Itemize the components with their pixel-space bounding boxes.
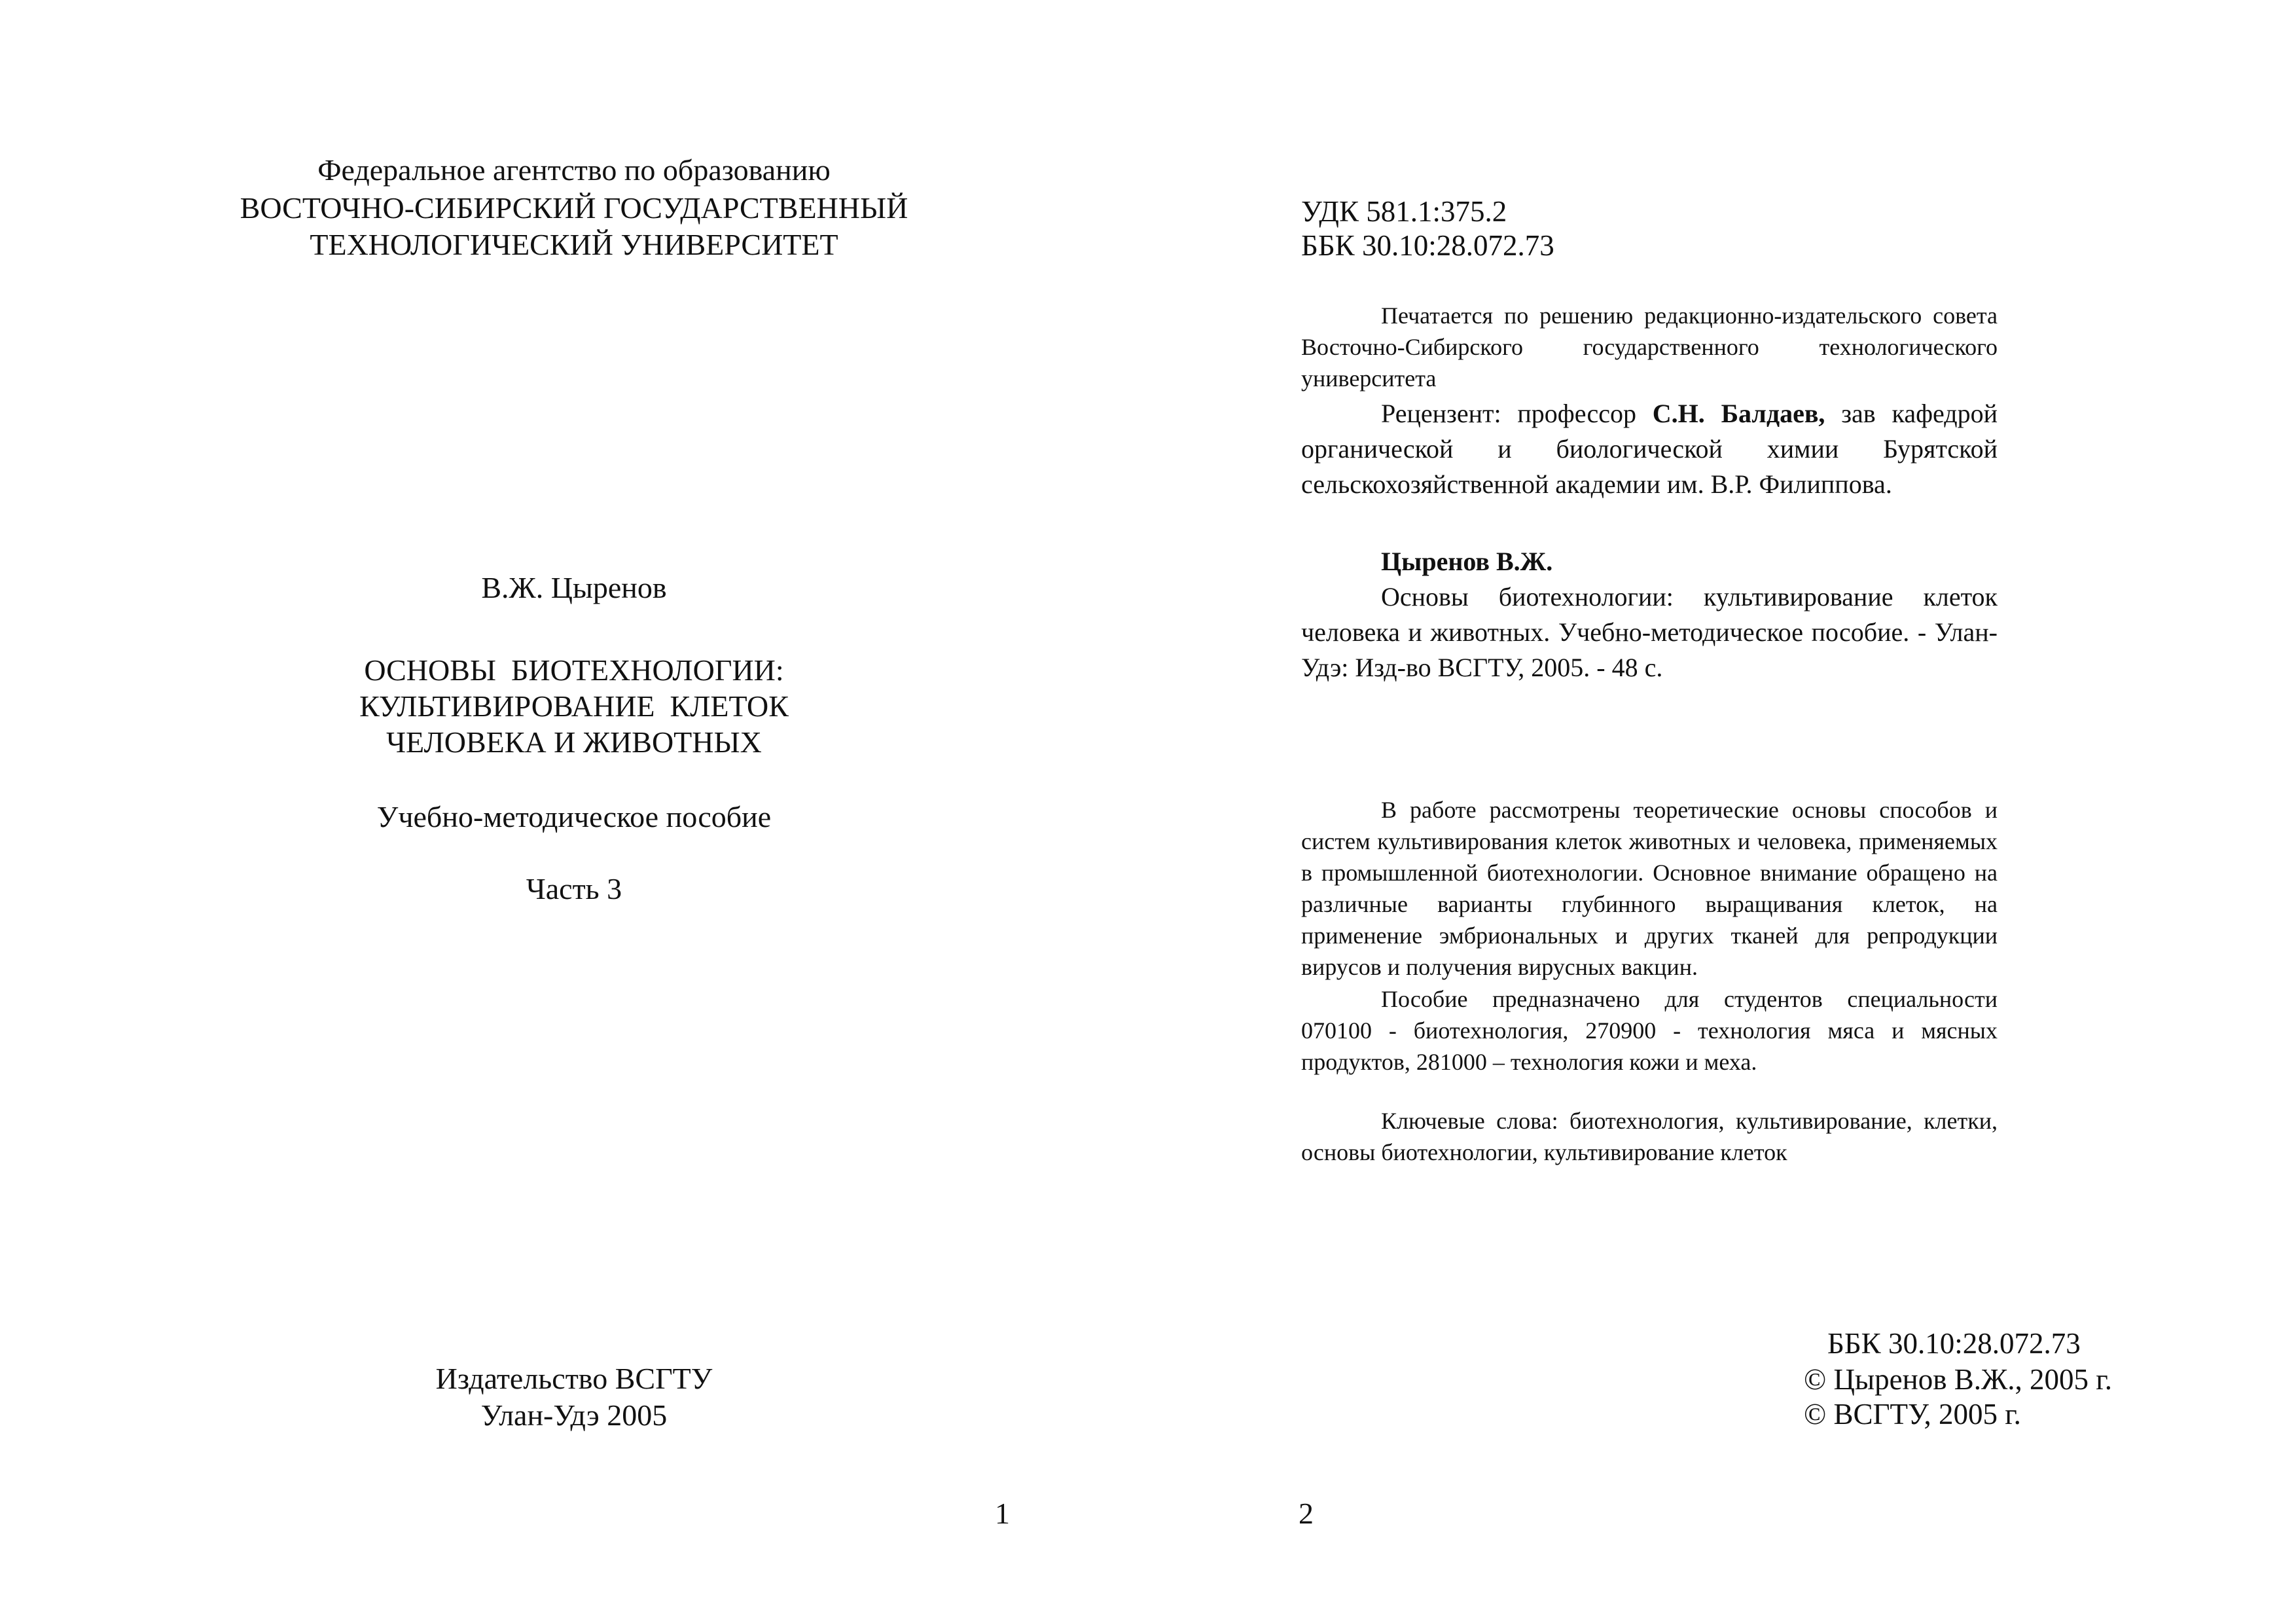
city-year: Улан-Удэ 2005 — [480, 1398, 668, 1432]
citation-author: Цыренов В.Ж. — [1381, 547, 1553, 576]
publisher: Издательство ВСГТУ — [435, 1362, 713, 1395]
abstract-paragraph-1: В работе рассмотрены теоретические основы способов и систем культивирования клеток животных и человека, применяемых в промышленной биотехнологии. Основное внимание обращено на различные варианты глубинного выращивания клеток, на применение эмбриональных и других тканей для репродукции вирусов и получения вирусных вакцин. — [1301, 797, 1998, 980]
part-number: Часть 3 — [526, 872, 622, 905]
document-type: Учебно-методическое пособие — [376, 800, 772, 833]
reviewer-name: С.Н. Балдаев, — [1652, 399, 1825, 428]
bbk-code: ББК 30.10:28.072.73 — [1301, 229, 1554, 262]
citation-text: Основы биотехнологии: культивирование клеток человека и животных. Учебно-методическое пособие. - Улан-Удэ: Изд-во ВСГТУ, 2005. - 48 с. — [1301, 582, 1998, 682]
bbk-bottom: ББК 30.10:28.072.73 — [1827, 1327, 2081, 1360]
author-name: В.Ж. Цыренов — [481, 571, 667, 604]
agency-name: Федеральное агентство по образованию — [317, 153, 831, 187]
right-page — [1148, 0, 2296, 1623]
keywords: Ключевые слова: биотехнология, культивирование, клетки, основы биотехнологии, культивирование клеток — [1301, 1108, 1998, 1165]
title-line-1: ОСНОВЫ БИОТЕХНОЛОГИИ: — [364, 653, 784, 687]
printed-by-decision: Печатается по решению редакционно-издательского совета Восточно-Сибирского государственного технологического университета — [1301, 302, 1998, 392]
abstract-paragraph-2: Пособие предназначено для студентов специальности 070100 - биотехнология, 270900 - технология мяса и мясных продуктов, 281000 – технология кожи и меха. — [1301, 986, 1998, 1075]
title-line-2: КУЛЬТИВИРОВАНИЕ КЛЕТОК — [359, 689, 789, 723]
title-line-3: ЧЕЛОВЕКА И ЖИВОТНЫХ — [386, 725, 762, 759]
copyright-org: © ВСГТУ, 2005 г. — [1804, 1398, 2021, 1431]
university-line-1: ВОСТОЧНО-СИБИРСКИЙ ГОСУДАРСТВЕННЫЙ — [240, 191, 908, 225]
page-number: 1 — [995, 1497, 1010, 1530]
reviewer-prefix: Рецензент: профессор — [1381, 399, 1653, 428]
page-number: 2 — [1299, 1497, 1314, 1530]
copyright-author: © Цыренов В.Ж., 2005 г. — [1804, 1363, 2112, 1396]
reviewer-details: зав кафедрой органической и биологической химии Бурятской сельскохозяйственной академии им. В.Р. Филиппова. — [1301, 399, 1998, 499]
university-line-2: ТЕХНОЛОГИЧЕСКИЙ УНИВЕРСИТЕТ — [310, 228, 838, 261]
udk-code: УДК 581.1:375.2 — [1301, 195, 1507, 228]
reviewer-paragraph — [1301, 396, 1998, 502]
